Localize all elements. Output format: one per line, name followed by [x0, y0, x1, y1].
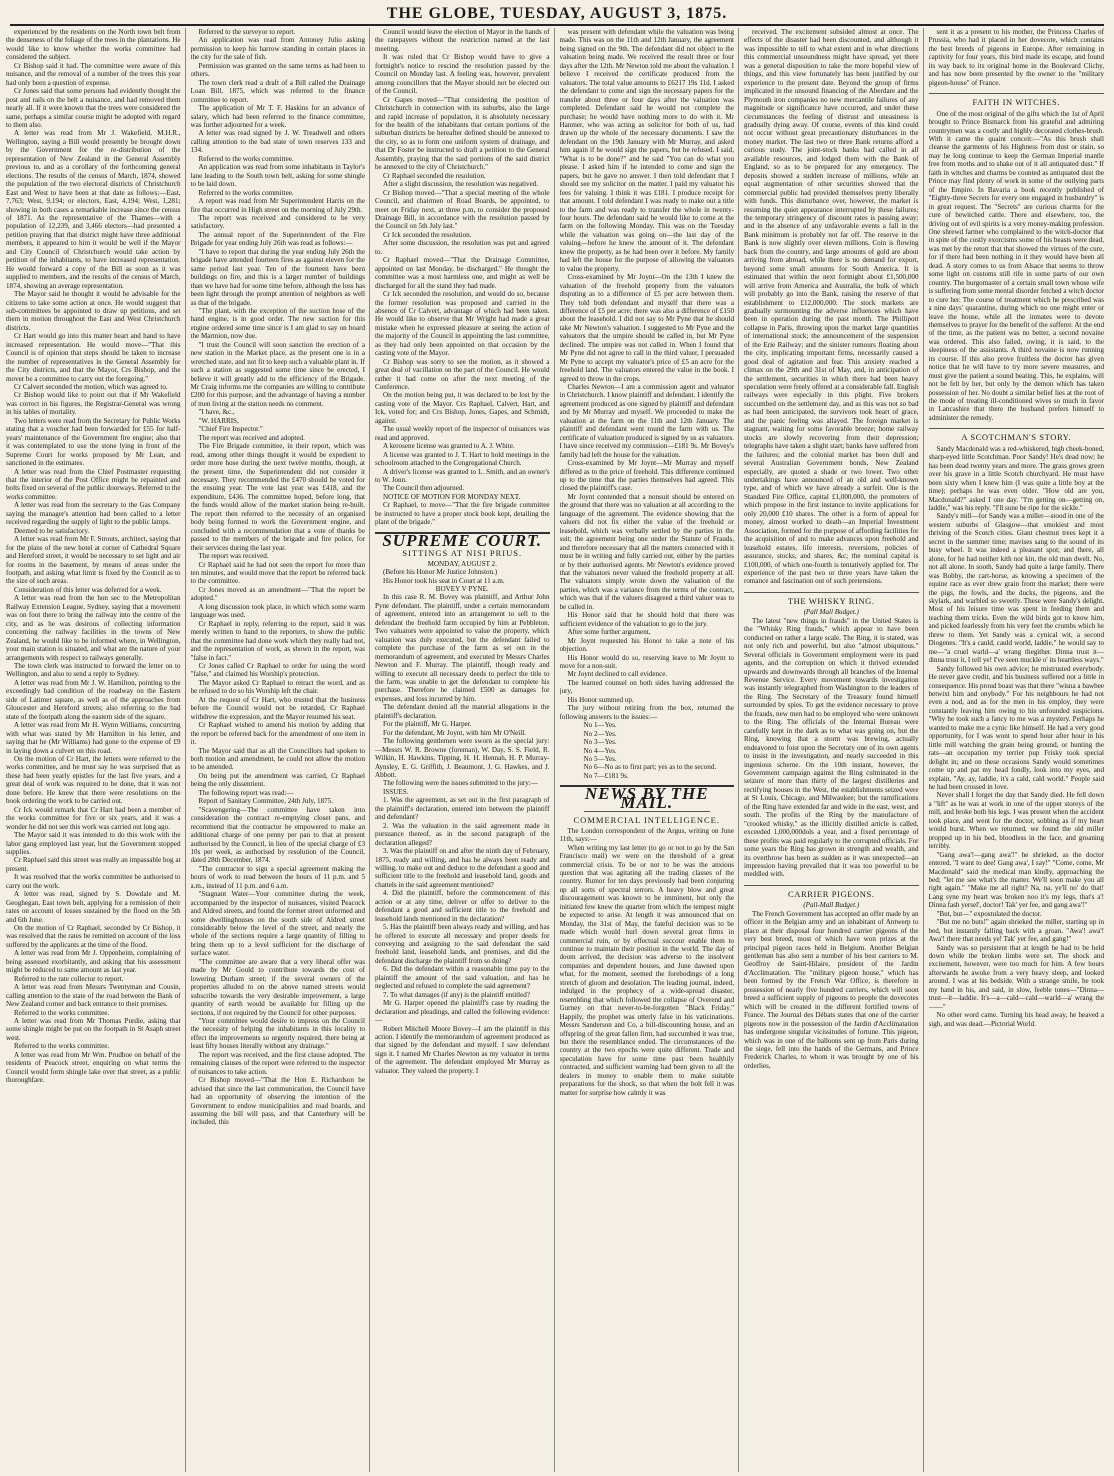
paragraph: "Scavengering—The committee have taken into consideration the contract re-emptying closet pans, and recommend that the contractor be empowered to make an additional charge of one penny per pan to that at present authorised by the Council, in lieu of the special charge of £3 10s per week, as authorised by resolution of the Council, dated 28th December, 1874. — [190, 805, 365, 865]
paragraph: Cr Calvert seconded the motion, which was agreed to. — [14, 383, 168, 392]
paragraph: A letter was read from Mr H. Wynn Williams, concurring with what was stated by Mr Hamilton in his letter, and saying that he (Mr Williams) had gone to the expense of £9 in laying down a culvert on this road. — [6, 721, 181, 755]
scotchmans-story-article — [929, 445, 1105, 1028]
paragraph: No 7—£181 9s. — [583, 771, 629, 780]
paragraph: The report was received and considered to be very satisfactory. — [190, 213, 365, 231]
paragraph: On being put the amendment was carried, Cr Raphael being the only dissentient. — [190, 771, 365, 789]
paragraph: A kerosene license was granted to A. J. White. — [383, 442, 515, 451]
court-intro: His Honor took his seat in Court at 11 a.m. — [383, 576, 505, 585]
paragraph: 6. Did the defendant within a reasonable time pay to the plaintiff the amount of the said valuation, and has he neglected and refused to complete the said agreement? — [375, 965, 550, 991]
court-testimony — [560, 28, 735, 721]
paragraph: On the motion being put, it was declared to be lost by the casting vote of the Mayor. Crs Raphael, Calvert, Hart, and Ick, voted for; and Crs Bishop, Jones, Gapes, and Schmidt, against. — [375, 391, 550, 425]
paragraph: Cr Bishop was sorry to see the motion, as it showed a great deal of vacillation on the part of the Council. He would rather it had come on after the next meeting of the Conference. — [375, 357, 550, 392]
paragraph: A letter was read from Mr Thomas Purdie, asking that some shingle might be put on the footpath in St Asaph street west. — [6, 1017, 181, 1042]
paragraph: Referred to the works committee. — [14, 1008, 110, 1017]
paragraph: One of the most original of the gifts which the 1st of April brought to Prince Bismarck from his grateful and admiring countrymen was a costly and highly decorated clothes-brush. With it came the quaint conceit:—"As this brush shall cleanse the garments of his Highness from dust or stain, so may he long continue to keep the German Imperial mantle free from moths and to shake out of it all antiquated dust." If faith in witches and charms be counted as antiquated dust the Prince may find plenty of work in some of the outlying parts of the Empire. In Bavaria a book recently published of "Eighty-three Secrets for every one engaged in husbandry" is in great request. The "Secrets" are curious charms for the cure of bewitched cattle. There and elsewhere, too, the driving out of evil spirits is a very money-making profession. One shrewd farmer who complained to the witch-doctor that in spite of the costly exorcisms some of his beasts were dead, was met by the retort that that showed the virtues of the cure, for if there had been nothing in it they would have been all dead. A story comes to us from Alsace that seems to throw some light on customs still rife in some parts of our own country. The burgomaster of a certain small town whose wife is suffering from some mental disorder fetched a witch doctor to cure her. The course of treatment which he prescribed was a nine days' quarantine, during which no one might enter or leave the house, while all the inmates were to devote themselves to prayer for the benefit of the sufferer. At the end of the time, as the patient was no better, a second novaine was ordered. This also failed, owing, it is said, to the sleepiness of the assistants. A third novaine is now running its course. If this also prove fruitless the doctor has given notice that he will have to try more severe measures, and must give the patient a sound beating. This, he explains, will not be felt by her, but only by the demon which has taken possession of her. No doubt a similar belief lies at the root of the mode of treating ill-conditioned wives so much in favor in Lancashire that there the husband prefers himself to administer the remedy. — [928, 109, 1104, 422]
paragraph: Cr Raphael seconded the resolution. — [383, 171, 486, 180]
paragraph: A letter was read from Messrs Twentyman and Cousin, calling attention to the state of the road between the Bank of New Zealand corner and back entrance to their premises. — [6, 983, 181, 1009]
paragraph: "The committee are aware that a very liberal offer was made by Mr Gould to contribute towards the cost of lowering Durham street; if the several owners of the properties alluded to on the above named streets would subscribe towards the very desirable improvement, a large quantity of earth would be available for filling up the sections, if not required by the Council for other purposes. — [190, 957, 365, 1017]
masthead: THE GLOBE, TUESDAY, AUGUST 3, 1875. — [10, 4, 1104, 26]
paragraph: Cr Bishop moved—"That the Hon E. Richardson be advised that since the last communication, the Council have had an opportunity of observing the intention of the Government to endow municipalities and road boards, and assuming the bill will pass, and that Canterbury will be included, this — [190, 1076, 365, 1127]
paragraph: Cr Hart would go into this matter heart and hand to have increased representation. He would move—"That this Council is of opinion that steps should be taken to increase the number of representatives in the General Assembly for the City districts, and that the Mayor, Crs Bishop, and the mover be a committee to carry out the foregoing." — [6, 332, 181, 383]
whisky-ring-article — [744, 617, 919, 879]
paragraph: The following gentlemen were sworn as the special jury:—Messrs W. R. Browne (foreman), W. Day, S. S. Field, R. Wilkin, H. Hawkins, Tipping, H. H. Hennah, H. P. Murray-Aynsley, E. G. Griffith, J. Beaumont, J. G. Hawkes, and J. Abbott. — [375, 737, 550, 779]
paragraph: A letter was read from Mr F. Strouts, architect, saying that for the plans of the new hotel at corner of Cathedral Square and Hereford street, it would be necessary to set light and air for rooms in the basement, by means of areas under the footpath, and asking what limit is fixed by the Council as to the size of such areas. — [6, 535, 181, 586]
paragraph: Never shall I forget the day that Sandy died. He fell down a "lift" as he was at work in one of the upper storeys of the mill, and broke both his legs. I was present when the accident took place, and went for the doctor, sobbing as if my heart would burst. When we returned, we found the old miller propped up in his bed, bloodless in the face, and groaning terribly. — [928, 791, 1104, 851]
paragraph: A letter was read from the secretary to the Gas Company saying the manager's attention had been called to a letter received regarding the supply of light to the public lamps. — [6, 501, 181, 527]
paragraph: His Honor would do so, reserving leave to Mr Joynt to move for a non-suit. — [559, 653, 734, 670]
faith-in-witches-article — [929, 110, 1105, 423]
paragraph: The learned counsel on both sides having addressed the jury, — [559, 678, 734, 696]
bovey-v-pyne-article — [375, 593, 550, 1075]
paragraph: His Honor summed up. — [567, 695, 634, 704]
paragraph: The town clerk read a draft of a Bill called the Drainage Loan Bill, 1875, which was referred to the finance committee to report. — [190, 78, 365, 104]
paragraph: The report was received. — [198, 552, 269, 561]
paragraph: "I have, &c., — [198, 408, 235, 417]
paragraph: Cr Jones said that some persons had evidently thought the post and rails on the belt a nuisance, and had removed them nearly all. If it were known that the trees were considered the same, perhaps a similar course might be adopted with regard to them also. — [6, 87, 181, 129]
whisky-ring-source: (Pall Mall Budget.) — [803, 608, 859, 617]
paragraph: "The contractor to sign a special agreement making the hours of work to read between the hours of 11 p.m. and 5 a.m., instead of 11 p.m. and 6 a.m. — [190, 864, 365, 890]
paragraph: Referred to the works committee. — [198, 188, 294, 197]
court-date: MONDAY, AUGUST 2. — [427, 559, 497, 568]
paragraph: Sandy's mill—for Sandy was a miller—stood in one of the western suburbs of Glasgow—that smokiest and most thriving of the Scotch cities. Giant chestnut trees kept it a secret in the summer time; mavises sang to the sound of its busy wheel. It was indeed a pleasant spot; and there, all alone, for he had neither kith nor kin, the old man dwelt. No, not all alone. In sooth, Sandy had quite a large family. There was Bobby, the cart-horse, as knowing a specimen of the equine race as ever drew grain from the market; there were the pigs, the fowls, and the ducks, the pigeons, and the skylark, and warbled so sweetly. These were Sandy's delight. Most of his leisure time was spent in feeding them and teaching them tricks. Even the wild birds got to know him, and picked fearlessly from his very feet the crumbs which he threw to them. Yet Sandy was a cynical wit, a second Diogenes. "It's a cauld, cauld world, laddie," he would say to me—"a cruel warld—a' wrang thegither. Dinna trust it—dinna trust it, I tell ye! I've seen muckle o' its heartless ways." — [928, 512, 1104, 665]
paragraph: experienced by the residents on the North town belt from the denseness of the foliage of the trees in the plantations. He would like to know whether the works committee had considered the subject. — [6, 28, 181, 62]
court-judge: (Before his Honor Mr Justice Johnston.) — [383, 568, 498, 577]
paragraph: Sandy was so persistent that at length he had to be held down while the broken limbs were set. The shock and excitement, however, were too much for him. A few hours afterwards he awoke from a very heavy sleep, and looked around. I was at his bedside. With a strange smile, he took my hand in his, and said, in slow, feeble tones—"Dinna—trust—it—laddie. It's—a—cald—cald—warld—a' wrang the——" — [928, 943, 1104, 1011]
paragraph: On the motion of Cr Raphael, seconded by Cr Bishop, it was resolved that the rates be remitted on account of the loss suffered by the applicants at the time of the flood. — [6, 924, 181, 949]
carrier-pigeons-article — [744, 910, 919, 1071]
paragraph: The Mayor said he thought it would be advisable for the citizens to take some action at once. He would suggest that sub-committees be appointed to draw up petitions, and set them in motion throughout the East and West Christchurch districts. — [6, 290, 181, 332]
paragraph: Cr Raphael moved—"That the Drainage Committee, appointed on last Monday, be discharged." He thought the committee was a most harmless one, and might as well be discharged for all the stand they had made. — [375, 256, 550, 290]
paragraph: Cr Ick would remark that Cr Hart had been a member of the works committee for five or six years, and it was a wonder he did not see this work was carried out long ago. — [6, 805, 181, 831]
paragraph: After a slight discussion, the resolution was negatived. — [383, 180, 539, 189]
paragraph: His Honor said that he should hold that there was sufficient evidence of the valuation to go to the jury. — [559, 611, 734, 628]
paragraph: The town clerk was instructed to forward the letter on to Wellington, and also to send a reply to Sydney. — [6, 661, 181, 679]
paragraph: Council would leave the election of Mayor in the hands of the ratepayers without the restriction named at the last meeting. — [375, 28, 550, 53]
commercial-continued — [744, 28, 919, 586]
paragraph: The following report was read:— — [198, 788, 294, 797]
paragraph: At the request of Cr Hart, who trusted that the business before the Council would not be retarded, Cr Raphael withdrew the expression, and the Mayor resumed his seat. — [190, 695, 365, 721]
paragraph: The report was received, and the first clause adopted. The remaining clauses of the report were referred to the inspector of nuisances to take action. — [190, 1050, 365, 1076]
paragraph: A letter was read signed by J. W. Treadwell and others calling attention to the bad state of town reserves 133 and 134. — [190, 129, 365, 155]
paragraph: The Mayor said it was intended to do this work with the labor gang employed last year, but the Government stopped supplies. — [6, 831, 181, 856]
paragraph: A letter was read from the hon sec to the Metropolitan Railway Extension League, Sydney, saying that a movement was on foot there to bring the railway into the centre of the city, and as he was desirous of collecting information concerning the railway facilities in the towns of New Zealand, he would like to be informed where, in Wellington, your main station is situated, and what are the nature of your arrangements with respect to railways generally. — [6, 594, 181, 662]
paragraph: Mr G. Harper opened the plaintiff's case by reading the declaration and pleadings, and called the following evidence:— — [375, 999, 550, 1025]
scotchmans-story-heading: A SCOTCHMAN'S STORY. — [929, 428, 1105, 441]
paragraph: A letter was read from Mr J. W. Hamilton, pointing to the exceedingly bad condition of the roadway on the Eastern side of Latimer square, as well as of the approaches from Gloucester and Hereford streets; also referring to the bad state of the footpath along the eastern side of the square. — [6, 678, 181, 721]
column-2 — [191, 28, 371, 1472]
paragraph: Cr Raphael said he had not seen the report for more than ten minutes, and would move that the report be referred back to the committee. — [190, 560, 365, 586]
paragraph: Cr Raphael in reply, referring to the report, said it was merely written to hand to the reporters, to show the public that the committee had done work which they really had not, and the representation of work, as shown in the report, was "false in fact." — [190, 619, 365, 662]
nisi-prius-subheading: SITTINGS AT NISI PRIUS. — [402, 548, 523, 559]
carrier-pigeons-heading: CARRIER PIGEONS. — [744, 885, 919, 898]
paragraph: For the plaintiff, Mr G. Harper. — [383, 720, 472, 729]
paragraph: Cross-examined by Mr Joynt—Mr Murray and myself differed as to the price of freehold. This difference continued up to the time that the parties themselves had agreed. This closed the plaintiff's case. — [559, 459, 734, 493]
paragraph: The Mayor asked Cr Raphael to retract the word, and as he refused to do so his Worship left the chair. — [190, 678, 365, 696]
paragraph: received. The excitement subsided almost at once. The effects of the disaster had been discounted, and although it was impossible to tell to what extent and in what directions this commercial unsoundness might have spread, yet there was a general disposition to take the more hopeful view of things, and this view fortunately has been justified by our experience to the present date. Beyond the group of firms implicated in the unsound financing of the Aberdare and the Plymouth iron companies no new mercantile failures of any magnitude or significance have occurred, and under these circumstances the feeling of distrust and uneasiness is gradually dying away. Of course, events of this kind could not occur without great precautionary disturbances in the money market. The last two or three Bank returns afford a curious study. The joint-stock banks had called in all available resources, and lodged them with the Bank of England, so as to be prepared for any emergency. The deposits showed a sudden increase of millions, while an equal augmentation of other securities showed that the commercial public had provided themselves pretty liberally with funds. This disturbance over, however, the market is resuming the quiet appearance interrupted by these failures; the temporary stringency of discount rates is passing away; and in the absence of any unfavorable events a fall in the Bank minimum is probably not far off. The reserve in the Bank is now slightly over eleven millions. Coin is flowing back from the country, and large amounts of gold are about arriving from abroad, while there is no demand for export, beyond some small amounts for South America. It is estimated that within the next fortnight about £1,500,000 will arrive from America and Australia, the bulk of which will probably go into the Bank, raising the reserve of that establishment to £12,000,000. The stock markets are gradually surmounting the adverse influences which have been in operation during the past month. The Phillipott collapse in Paris, throwing upon the market large quantities of international stock; the announcement of the suspension of the Erie Railway; and the sinister rumours floating about the city, implicating important firms, necessarily caused a good deal of agitation and fear. This anxiety reached a climax on the 29th and 31st of May, and, in anticipation of the settlement, securities in which there had been heavy speculation were freely offered at a considerable fall. English railways were especially in this plight. Five brokers succumbed on the settlement day, and as this was not so bad as had been anticipated, the survivors took heart of grace, and the panic feeling was allayed. The foreign market is stagnant, waiting for some favorable breeze; home railway stocks are slowly recovering from their depression; telegraphs have taken a slight start; banks have suffered from the failures; and the colonial market has been dull and several Australian Government bonds, New Zealand especially, are quoted a shade or two lower. Two other undertakings have announced of an old and well-known type, and of which we have already a surfeit. One is the Standard Fire Office, capital £1,000,000, the promoters of which propose in the first instance to invite applications for only 20,000 £10 shares. The other is a form of appeal for money, almost worked to death—an Imperial Investment Association, formed for the purpose of affording facilities for the acquisition of and to make advances upon freehold and leasehold estates, life interests, reversions, policies of assurance, stocks, and shares, &c; the nominal capital is £100,000, of which one-fourth is tentatively applied for. The experience of the past two or three years have taken the romance and fascination out of such pretensions. — [744, 28, 919, 586]
paragraph: Two letters were read from the Secretary for Public Works stating that a voucher had been forwarded for £55 for half-years' maintenance of the Government fire engine; also that it was contemplated to use the stone lying in front of the Supreme Court for works proposed by Mr Lean, and sanctioned in the estimates. — [6, 416, 181, 468]
paragraph: Charles Newton—I am a commission agent and valuator in Christchurch. I know plaintiff and defendant. I identify the agreement produced as one signed by plaintiff and defendant and by Mr Murray and myself. We proceeded to make the valuation at the farm on the 11th and 12th January. The plaintiff and defendant went round the farm with us. The certificate of valuation produced is signed by us as valuators. I have since received my commission—£181 9s. Mr Bovey's family had left the house for the valuation. — [559, 383, 734, 459]
paragraph: A letter was read from Mr J. Oppenheim, complaining of being assessed exorbitantly, and asking that his assessment might be reduced to same amount as last year. — [6, 949, 181, 975]
paragraph: The following were the issues submitted to the jury:— — [383, 779, 538, 788]
column-6 — [929, 28, 1109, 1472]
paragraph: An application was read from Antoney Julio asking permission to keep his harrow standing in certain places in the city for the sale of fish. — [190, 36, 365, 62]
paragraph: The report was received and adopted. — [198, 433, 305, 442]
paragraph: The Fire Brigade committee, in their report, which was read, among other things thought it would be expedient to order more hose during the next twelve months, though, at the present time, the Superintendent did not consider it necessary. They recommended the £470 should be voted for the ensuing year. The vote last year was £418, and the expenditure, £436. The committee hoped, before long, that the funds would allow of the market station being re-built. The report then referred to the necessity of an organised body being formed to work the Government engine, and concluded with a recommendation that a vote of thanks be passed to the members of the brigade and fire police, for their services during the last year. — [190, 442, 365, 552]
paragraph: "But me no buts!" again shrieked the miller, starting up in bed, but instantly falling back with a groan. "Awa'! awa'! Awa'! there that needs ye! Tak' yer fee, and gang!" — [928, 918, 1104, 944]
supreme-court-heading: SUPREME COURT. — [375, 532, 550, 545]
case-title: BOVEY V PYNE. — [435, 585, 489, 593]
paragraph: 5. Has the plaintiff been always ready and willing, and has he offered to execute all necessary and proper deeds for conveying and assigning to the said defendant the said freehold land, leasehold lands, and premises, and did the defendant discharge the plaintiff from so doing? — [375, 923, 550, 965]
paragraph: "W. HARRIS, — [198, 416, 239, 425]
paragraph: Cr Ick seconded the resolution, and would do so, because the former resolution was proposed and carried in the absence of Cr Calvert, advantage of which had been taken. He would like to observe that Mr Wright had made a great mistake when he expressed pleasure at seeing the action of the majority of the Council in appointing the last committee, as they had only been appointed on that occasion by the casting vote of the Mayor. — [375, 290, 550, 358]
paragraph: The application of Mr T. F. Haskins for an advance of salary, which had been referred to the finance committee, was further adjourned for a week. — [190, 104, 365, 129]
commercial-article — [560, 827, 735, 1098]
commercial-intelligence-heading: COMMERCIAL INTELLIGENCE. — [573, 815, 720, 826]
paragraph: The jury without retiring from the box, returned the following answers to the issues:— — [559, 704, 734, 721]
paragraph: Cr Bishop said it had. The committee were aware of this nuisance, and the removal of a number of the trees this year had only been a question of expense. — [6, 61, 181, 87]
paragraph: After some discussion, the resolution was put and agreed to. — [375, 239, 550, 256]
paragraph: Consideration of this letter was deferred for a week. — [14, 585, 162, 594]
paragraph: "I trust the Council will soon sanction the erection of a new station in the Market place, as the present one is in a wretched state, and not fit to keep such a valuable plant in. If such a station as suggested some time since be erected, I believe it will greatly add to the efficiency of the Brigade. Mr Craig informs me the companies are willing to contribute £200 for this purpose, and the advantage of having a number of men living at the station needs no comment. — [190, 340, 365, 408]
paragraph: Cr Gapes moved—"That considering the position of Christchurch in connection with its suburbs, also the large and rapid increase of population, it is absolutely necessary for the health of the inhabitants that certain portions of the suburban districts be hereafter defined should be annexed to the city, so as to form one uniform system of drainage, and that Dr Foster be instructed to draft a petition to the General Assembly, praying that the said portions of the said district be annexed to the city of Christchurch." — [375, 95, 550, 172]
paragraph: The latest "new things in frauds" in the United States is the "Whisky Ring frauds," which appear to have been conducted on rather a large scale. The Ring, it is stated, was not only rich and powerful, but also "almost ubiquitous." Several officials in Government employment were its paid agents, and the corruption on which it thrived extended upwards and downwards through all branches of the Internal Revenue Service. Every movement towards investigation was instantly telegraphed from Washington to the leaders of the Ring. The Secretary of the Treasury found himself surrounded by spies. To get the evidence necessary to prove the frauds, new men had to be employed who were unknown to the Ring. The officials of the Internal Bureau were carefully kept in the dark as to what was going on, but the Ring, knowing that a storm was brewing, actually endeavored to foist upon the Secretary one of its own agents to insist in the investigation, and nearly succeeded in this ingenious scheme. On the 10th instant, however, the Government campaign against the Ring culminated in the seizure of more than thirty of the largest distilleries and rectifying houses in the West, the establishments seized were at St Louis, Chicago, and Milwaukee; but the ramifications of the Ring have extended far and wide in the east, west, and south. The profits of the Ring by the manufacture of "crooked whisky," as the illicitly distilled article is called, exceeded 1,000,000dols a year, and a fixed percentage of these profits was paid regularly to the corrupted officials. For some years the Ring has grown in strength and wealth, and its overthrow has been as sudden as it was unexpected—an impression having prevailed that it was too powerful to be meddled with. — [744, 616, 919, 879]
paragraph: After some further argument, — [567, 628, 651, 637]
paragraph: Report of Sanitary Committee, 24th July, 1875. — [198, 797, 334, 806]
paragraph: A driver's license was granted to L. Smith, and an owner's to W. Jonn. — [375, 467, 550, 485]
paragraph: Cr Raphael wished to amend his motion by adding that the report be referred back for the amendment of one item in it. — [190, 721, 365, 747]
column-3 — [375, 28, 555, 1472]
pigeons-continued — [929, 28, 1105, 87]
paragraph: No 1—Yes. — [583, 721, 617, 730]
council-continued — [191, 28, 366, 1127]
paragraph: "Chief Fire Inspector." — [198, 425, 263, 434]
paragraph: "Your committee would desire to impress on the Council the necessity of helping the inhabitants in this locality to effect the improvements so urgently required, there being at least fifty houses literally without any drainage." — [190, 1017, 365, 1051]
paragraph: No 4—Yes. — [583, 746, 617, 755]
paragraph: "But, but—" expostulated the doctor. — [936, 909, 1042, 918]
paragraph: Deemed to be satisfactory. — [14, 526, 90, 535]
paragraph: The annual report of the Superintendent of the Fire Brigade for year ending July 26th was read as follows:— — [190, 230, 365, 248]
column-1 — [6, 28, 186, 1472]
paragraph: Cr Ick seconded the resolution. — [383, 230, 472, 239]
paragraph: Cr Jones moved as an amendment—"That the report be adopted." — [190, 585, 365, 603]
paragraph: sent it as a present to his mother, the Princess Charles of Prussia, who had it placed in her dovecote, which contains the best breeds of pigeons in Europe. After remaining in captivity for four years, this bird made its escape, and found its way back to its original home in the Boulevard Clichy, and has now been presented by the owner to the "military pigeon-house" of France. — [928, 28, 1104, 87]
column-5 — [744, 28, 924, 1472]
paragraph: Referred to the rate collector to report. — [14, 974, 124, 983]
paragraph: A report was read from Mr Superintendent Harris on the fire that occurred in High street on the morning of July 29th. — [190, 197, 365, 214]
paragraph: 3. Was the plaintiff on and after the ninth day of February, 1875, ready and willing, and has he always been ready and willing, to make out and deduce to the defendant a good and sufficient title to the freehold and leasehold land, goods and chattels in the said agreement mentioned? — [375, 847, 550, 889]
paragraph: Referred to the works committee. — [198, 154, 294, 163]
paragraph: The Mayor said that as all the Councillors had spoken to both motion and amendment, he could not allow the motion to be amended. — [190, 746, 365, 772]
paragraph: Referred to the works committee. — [14, 1042, 110, 1051]
paragraph: The defendant denied all the material allegations in the plaintiff's declaration. — [375, 703, 550, 720]
paragraph: For the defendant, Mr Joynt, with him Mr O'Neill. — [383, 728, 526, 737]
paragraph: A letter was read from Mr J. Wakefield, M.H.R., Wellington, saying a Bill would presently be brought down by the Government for the re-distribution of the representation of New Zealand in the General Assembly previous to, and as a corollary of the forthcoming general elections. The results of the census of March, 1874, showed the population of the two electoral districts of Christchurch East and West to have been at that date as follows:—East, 7,763; West, 9,194; or electors, East, 4,194; West, 1,281; showing in both cases a remarkable increase since the census of 1871. As the representative of the Thames—with a population of 12,239, and 3,466 electors—had presented a petition praying that that district might have three additional members, it appeared to him it would be well if the Mayor and City Council of Christchurch would take action by petition of the inhabitants, to have increased representation. He would forward a copy of the Bill as soon as it was supplied to members, and the results of the census of March, 1874, showing an average representation. — [6, 129, 181, 290]
paragraph: Cr Jones called Cr Raphael to order for using the word "false," and claimed his Worship's protection. — [190, 661, 365, 679]
paragraph: "Stagnant Water—Your committee during the week, accompanied by the inspector of nuisances, visited Peacock and Aldred streets, and found the former street unformed and some dwellinghouses on the south side of Aldred street considerably below the level of the street, and nearly the whole of the sections require a large quantity of filling to bring them up to a level sufficient for the discharge of surface water. — [190, 890, 365, 958]
paragraph: A license was granted to J. T. Hart to hold meetings in the schoolroom attached to the Congregational Church. — [375, 450, 550, 468]
paragraph: A letter was read from Mr Wm. Prudhoe on behalf of the residents of Peacock street, enquiring on what terms the Council would form shingle lake over that street, as a public thoroughfare. — [6, 1050, 181, 1085]
paragraph: NOTICE OF MOTION FOR MONDAY NEXT. — [383, 492, 521, 501]
jury-verdicts — [560, 721, 735, 780]
paragraph: In this case R. M. Bovey was plaintiff, and Arthur John Pyne defendant. The plaintiff, under a certain memorandum of agreement, entered into an arrangement to sell to the defendant the freehold farm occupied by him at Pebbleton. Two valuators were appointed to value the property, which valuation was duly executed, but the defendant failed to complete the purchase of the farm as set out in the memorandum of agreement, and executed by Messrs Charles Newton and F. Murray. The plaintiff, though ready and willing to execute all necessary deeds to perfect the title to the farm, was unable to get the defendant to complete his purchase. Therefore he claimed £500 as damages for expenses, and loss incurred by him. — [375, 593, 550, 703]
paragraph: When writing my last letter (to go or not to go by the San Francisco mail) we were on the threshold of a great commercial crisis. To be or not to be was the anxious question that was agitating all the trading classes of the country. Rumor for ten days previously had been conjuring up all sorts of spectral terrors. A heavy blow and great discouragement was known to be imminent, but only the initiated few knew the quarter from which the tempest might be expected to arise. At length it was announced that on Monday, the 31st of May, the fateful decision was to be made which would hurl down several great firms in commercial ruin, or by effectual succour enable them to continue to maintain their position in the world. The day of doom arrived, the decision was adverse to the insolvent companies and dependent houses, and June dawned upon what, for the moment, seemed the forebodings of a long stretch of gloom and desolation. The leading journal, indeed, indulged in the prophecy of a wide-spread disaster, resembling that which followed the collapse of Overend and Gurney on that never-to-be-forgotten "Black Friday." Happily, the prophet was utterly false in his vaticinations. Messrs Sanderson and Co, a bill-discounting house, and an offspring of the great fallen firm, had succumbed it was true, but there the resemblance ended. The circumstances of the country at the two epochs were quite different. Trade and speculation have for some time past been healthily contracted, and sufficient warning had been given to all the dealers in money to enable them to make suitable preparations for the shock, so that when the bolt fell it was matter for surprise how calmly it was — [559, 843, 734, 1097]
paragraph: A long discussion took place, in which which some warm language was used. — [190, 602, 365, 620]
paragraph: It was resolved that the works committee be authorised to carry out the work. — [6, 873, 181, 890]
paragraph: Cr Raphael said this street was really an impassable bog at present. — [6, 856, 181, 873]
paragraph: It was ruled that Cr Bishop would have to give a fortnight's notice to rescind the resolution passed by the Council on Monday last. A feeling was, however, prevalent among councillors that the Mayor should not be elected out of the Council. — [375, 53, 550, 96]
paragraph: 1. Was the agreement, as set out in the first paragraph of the plaintiff's declaration, entered into between the plaintiff and defendant? — [375, 796, 550, 822]
paragraph: Robert Mitchell Moore Bovey—I am the plaintiff in this action. I identify the memorandum of agreement produced as that signed by the defendant and myself. I saw defendant sign it. I named Mr Charles Newton as my valuator in terms of the agreement. The defendant employed Mr Murray as valuator. They valued the property. I — [375, 1024, 550, 1075]
carrier-pigeons-source: (Pall-Mall Budget.) — [803, 901, 860, 910]
paragraph: Sandy Macdonald was a red-whiskered, high cheek-boned, sharp-eyed little Scotchman. Poor Sandy! He's dead now; he has been dead twenty years and more. The grass grows green over his grave in a little Scotch churchyard. He must have been sixty when I knew him (I was quite a little boy at the time); perhaps he was even older. "How old are you, Macdonald?" asked I one day. "I'm getting on—getting on, laddie," was his reply. "I'll sune be ripe for the sickle." — [928, 444, 1104, 513]
paragraph: Cross-examined by Mr Joynt—On the 13th I knew the valuation of the freehold property from the valuators disputing as to a difference of £5 per acre between them. They told both defendant and myself that there was a difference of £5 per acre; there was also a difference of £150 about the leasehold. I did not say to Mr Pyne that he should take Mr Newton's valuation. I suggested to Mr Pyne and the valuators that the umpire should be called in, but Mr Pyne declined. The umpire was not called in. When I found that Mr Pyne did not agree to call in the third valuer, I persuaded Mr Pyne to accept my valuator's price of £5 an acre for the freehold land. The valuators entered the value in the book. I agreed to throw in the crops. — [559, 273, 734, 383]
paragraph: "The plant, with the exception of the suction hose of the hand engine, is in good order. The new suction for this engine ordered some time since is I am glad to say on board the Marmion, now due. — [190, 306, 365, 341]
paragraph: "I have to report that during the year ending July 26th the brigade have attended fourteen fires as against eleven for the same period last year. Ten of the fourteen have been buildings on fire, and this is a larger number of buildings than we have had for some time before, although the loss has been light through the prompt attention of neighbors as well as that of the brigade. — [190, 247, 365, 307]
paragraph: No 3—Yes. — [583, 738, 617, 747]
paragraph: No 5—Yes. — [583, 754, 617, 763]
paragraph: The Council then adjourned. — [383, 484, 465, 493]
paragraph: Mr Joynt requested his Honor to take a note of his objection. — [559, 636, 734, 654]
paragraph: No 2—Yes. — [583, 729, 617, 738]
whisky-ring-heading: THE WHISKY RING. — [744, 592, 919, 605]
city-council-article — [6, 28, 181, 1085]
paragraph: An application was read from some inhabitants in Taylor's lane leading to the South town belt, asking for some shingle to be laid down. — [190, 163, 365, 189]
paragraph: Cr Bishop moved—"That a special meeting of the whole Council, and chairmen of Road Boards, be appointed, to meet on Friday next, at three p.m, to consider the proposed Drainage Bill, in accordance with the resolution passed by the Council on 5th July last." — [375, 188, 550, 231]
paragraph: Cr Bishop would like to point out that if Mr Wakefield was correct in his figures, the Registrar-General was wrong in his tables of mortality. — [6, 391, 181, 417]
paragraph: "Gang awa'!—gang awa'!" he shrieked, as the doctor entered, "I want to dee! Gang awa', I say!" "Come, come, Mr Macdonald" said the medical man kindly, approaching the bed; "let me see what's the matter. We'll soon make you all right again." "Make me all right? Na, na, ye'll no' do that! Lang syne my heart was broken noo it's my legs, that's a'! Dinna fash yersel', doctor! Tak' yer fee, and gang awa'!" — [928, 850, 1104, 910]
paragraph: On the motion of Cr Hart, the letters were referred to the works committee, and he must say he was surprised that as these had been yearly epistles for the last five years, and a great deal of work was required to be done, that it was not done before. He knew that there were resolutions on the book ordering the work to be carried out. — [6, 754, 181, 806]
news-by-the-mail-heading: NEWS BY THE MAIL. — [560, 785, 735, 807]
paragraph: Permission was granted on the same terms as had been to others. — [190, 61, 365, 79]
paragraph: ISSUES. — [383, 787, 409, 796]
paragraph: 7. To what damages (if any) is the plaintiff entitled? — [383, 990, 530, 999]
paragraph: 2. Was the valuation in the said agreement made in pursuance thereof, as in the second paragraph of the declaration alleged? — [375, 821, 550, 847]
paragraph: A letter was read, signed by S. Dowdale and M. Geoghegan, East town belt, applying for a remission of their rates on account of losses sustained by the flood on the 5th and 6th June. — [6, 890, 181, 924]
paragraph: Mr Joynt declined to call evidence. — [567, 670, 668, 679]
columns — [6, 28, 1108, 1472]
paragraph: Mr Joynt contended that a nonsuit should be entered on the ground that there was no valuation at all according to the language of the agreement. The evidence showing that the valuers did not fix either the value of the freehold or leasehold, which was verbally settled by the parties in the suit; the agreement being one under the Statute of Frauds, and therefore necessary that all the matters connected with it must be in writing and fully carried out, either by the parties or by their authorised agents. Mr Newton's evidence proved that the valuators never valued the freehold property at all. The valuators simply wrote down the valuation of the parties, which was a variance from the terms of the contract, which was that if the valuers disagreed a third valuer was to be called in. — [559, 492, 734, 611]
faith-in-witches-heading: FAITH IN WITCHES. — [929, 93, 1105, 106]
paragraph: Cr Raphael, to move—"That the fire brigade committee be instructed to have a proper stock book kept, detailing the plant of the brigade." — [375, 501, 550, 527]
paragraph: The French Government has accepted an offer made by an officer in the Belgian army and an inhabitant of Antwerp to place at their disposal four hundred carrier pigeons of the very best breed, most of which have won prizes at the principal pigeon races held in Belgium. Another Belgian gentleman has also sent a number of his best carriers to M. Geoffroy de Saint-Hilaire, president of the Jardin d'Acclimatation. The "military pigeon house," which has been formed by the French War Office, is therefore in possession of nearly five hundred carriers, which will soon breed a sufficient supply of pigeons to people the dovecotes which will be created in the different fortified towns of France. The Journal des Débats states that one of the carrier pigeons now in the possession of the Jardin d'Acclimatation has undergone singular vicissitudes of fortune. This pigeon, which was in one of the balloons sent up from Paris during the siege, fell into the hands of the Germans, and Prince Frederick Charles, to whom it was brought by one of his orderlies, — [744, 909, 919, 1070]
paragraph: No other word came. Turning his head away, he heaved a sigh, and was dead.—Pictorial World. — [928, 1011, 1104, 1028]
column-4 — [560, 28, 740, 1472]
paragraph: Referred to the surveyor to report. — [198, 28, 296, 36]
paragraph: A letter was read from the Chief Postmaster requesting that the interior of the Post Office might be repainted and bolts fixed on several of the public doorways. Referred to the works committee. — [6, 467, 181, 501]
paragraph: No 6—No as to first part; yes as to the second. — [583, 763, 717, 772]
paragraph: The usual weekly report of the inspector of nuisances was read and approved. — [375, 425, 550, 442]
council-conclusion — [375, 28, 550, 527]
paragraph: 4. Did the plaintiff, before the commencement of this action or at any time, deliver or offer to deliver to the defendant a good and sufficient title to the freehold and leasehold lands mentioned in the declaration? — [375, 889, 550, 923]
paragraph: Sandy followed his own advice; he mistrusted everybody. He never gave credit, and his business suffered not a little in consequence. His proud boast was that there "wisna a bawbee betwixt him and onybody." For his neighbours he had not even a nod, and as for the men in his employ, they were constantly leaving him owing to his unfounded suspicions. "Why he took such a fancy to me was a mystery. Perhaps he wanted to make me a cynic like himself. He had a very good opportunity, for I was wont to spend hour after hour in his little mill watching the grain being ground, or hunting the rats—an occupation my terrier pup Frisky took special delight in; and on these occasions Sandy would sometimes come up and pat my head fondly, look into my eyes, and explain, "Ay, ay, laddie, it's a cald, cald world." People said he had been crossed in love. — [928, 664, 1104, 791]
paragraph: was present with defendant while the valuation was being made. This was on the 11th and 12th January, the agreement being signed on the 9th. The defendant did not object to the valuation being made. We received the result three or four days after the 12th. Mr Newton told me about the valuation. I believe I received the certificate produced from the valuators. The total value amounts to £6217 19s 11d. I asked the defendant to come and sign the necessary papers for the transfer about three or four days after the valuation was completed. Defendant said he would not complete the purchase; he would have nothing more to do with it. Mr Hanmer, who was acting as solicitor for both of us, had drawn up the whole of the necessary documents. I saw the defendant on the 19th January with Mr Murray, and asked him again if he would sign the papers, but he refused. I said, "What is to be done?" and he said "You can do what you please. I asked him if he intended to come and sign the papers, but he gave no answer. I then told defendant that I should see my solicitor on the matter. I paid my valuator his fees for valuing. I think it was £181. I produce receipt for that amount. I told defendant I was ready to make out a title to the farm and was ready to transfer the whole in twenty-four hours. The defendant said he would like to come at the farm on the following Monday. This was on the Tuesday while the valuation was going on—the last day of the valuing—before he knew the amount of it. The defendant knew the property, as he had been over it before. My family had left the house for the purpose of allowing the valuators to value the property. — [559, 28, 734, 273]
paragraph: The London correspondent of the Argus, writing on June 11th, says:— — [559, 826, 734, 844]
